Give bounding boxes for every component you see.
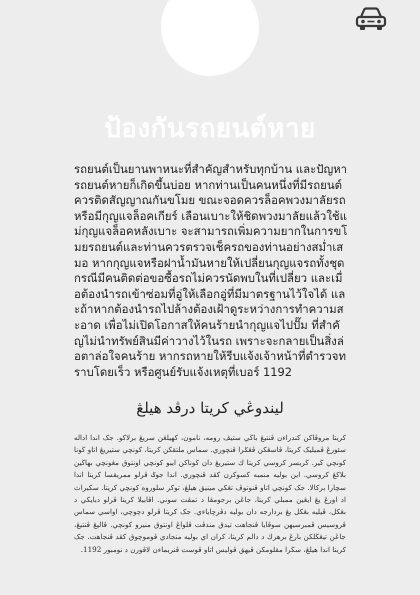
jawi-body-paragraph: كريتا مروڤاكن كندراءن ڤنتيڠ باڬي ستيڤ رومه، نامون، كهيلڠن سريڠ برلاكو. جک اندا اداله سئورڠ ڤميليک كريتا، ڤاسڠكن ڤڠݢرا ڤنچوري. سماس ملتقكن كريتا، كونچي ستيريڠ اتاو ڬونا كونچي ڬير. ڬريسر كروسي كريتا ك ستيريڠ دان ڬوناكن ايبو كونچي اونتوق مڠونچي بهاڬين بلاكڠ كروسي. اين بوليه منمبه كسوكرن كڤد ڤنچوري. اندا جوݢ ڤرلو ممريقسا كريتا اندا سچارا بركالا. جک كونچي اتاو ڤنوتوڤ تڠکي مينيق هيلڠ، توکر سلوروه كونچي كريتا. سکيراث اد اورڠ يڠ ايڠين ممبلي كريتا، جاڠن برجومڤا د تمڤت سوني. اڤابيلا كريتا ڤرلو دبايکي د بڠكل، ڤيليه بڠكل يڠ بردارجه دان بوليه دڤرچاياءي. جک كريتا ڤرلو دچوچي، اواسي سماس ڤروسيس ڤمبرسيهن سوڤايا ڤنجاهت تيدق مندڤت ڤلواڠ اونتوق منيرو كونچي. ڤاليڠ ڤنتيڠ، جاڠن تيڠڬلكن بارڠ برهرڬ د دالم كريتا، كران اي بوليه منجادي ڤوموچوق كڤد ڤنجاهت. جک كريتا اندا هيلڠ، سڬرا مقلومكن ڤيهق ڤوليس اتاو ڤوست ڤنريماءن لاڤورن د نومبور 1192.: [74, 433, 346, 554]
car-icon: [354, 6, 388, 32]
thai-body-paragraph: รถยนต์เป็นยานพาหนะที่สำคัญสำหรับทุกบ้าน และปัญหารถยนต์หายก็เกิดขึ้นบ่อย หากท่านเป็นคนหนึ่งที่มีรถยนต์ ควรติดสัญญาณกันขโมย ขณะจอดควรล็อคพวงมาลัยรถหรือมีกุญแจล็อคเกียร์ เลือนเบาะให้ชิดพวงมาลัยแล้วใช้แม่กุญแจล็อคหลังเบาะ จะสามารถเพิ่มความยากในการขโมยรถยนต์และท่านควรตรวจเช็ครถของท่านอย่างสม่ำเสมอ หากกุญแจหรือฝาน้ำมันหายให้เปลี่ยนกุญแจรถทั้งชุด กรณีมีคนติดต่อขอซื้อรถไม่ควรนัดพบในที่เปลี่ยว และเมื่อต้องนำรถเข้าซ่อมที่อู่ให้เลือกอู่ที่มีมาตรฐานไว้ใจได้ และถ้าหากต้องนำรถไปล้างต้องเฝ้าดูระหว่างการทำความสะอาด เพื่อไม่เปิดโอกาสให้คนร้ายนำกุญแจไปปั๊ม ที่สำคัญไม่นำทรัพย์สินมีค่าวางไว้ในรถ เพราะจะกลายเป็นสิ่งล่อตาล่อใจคนร้าย หากรถหายให้รีบแจ้งเจ้าหน้าที่ตำรวจทราบโดยเร็ว หรือศูนย์รับแจ้งเหตุที่เบอร์ 1192: [74, 162, 348, 379]
page-title: ป้องกันรถยนต์หาย: [104, 114, 316, 144]
jawi-heading: ليندوڠي كريتا درڤد هيلڠ: [136, 399, 284, 417]
icon-badge-circle: [161, 0, 259, 76]
